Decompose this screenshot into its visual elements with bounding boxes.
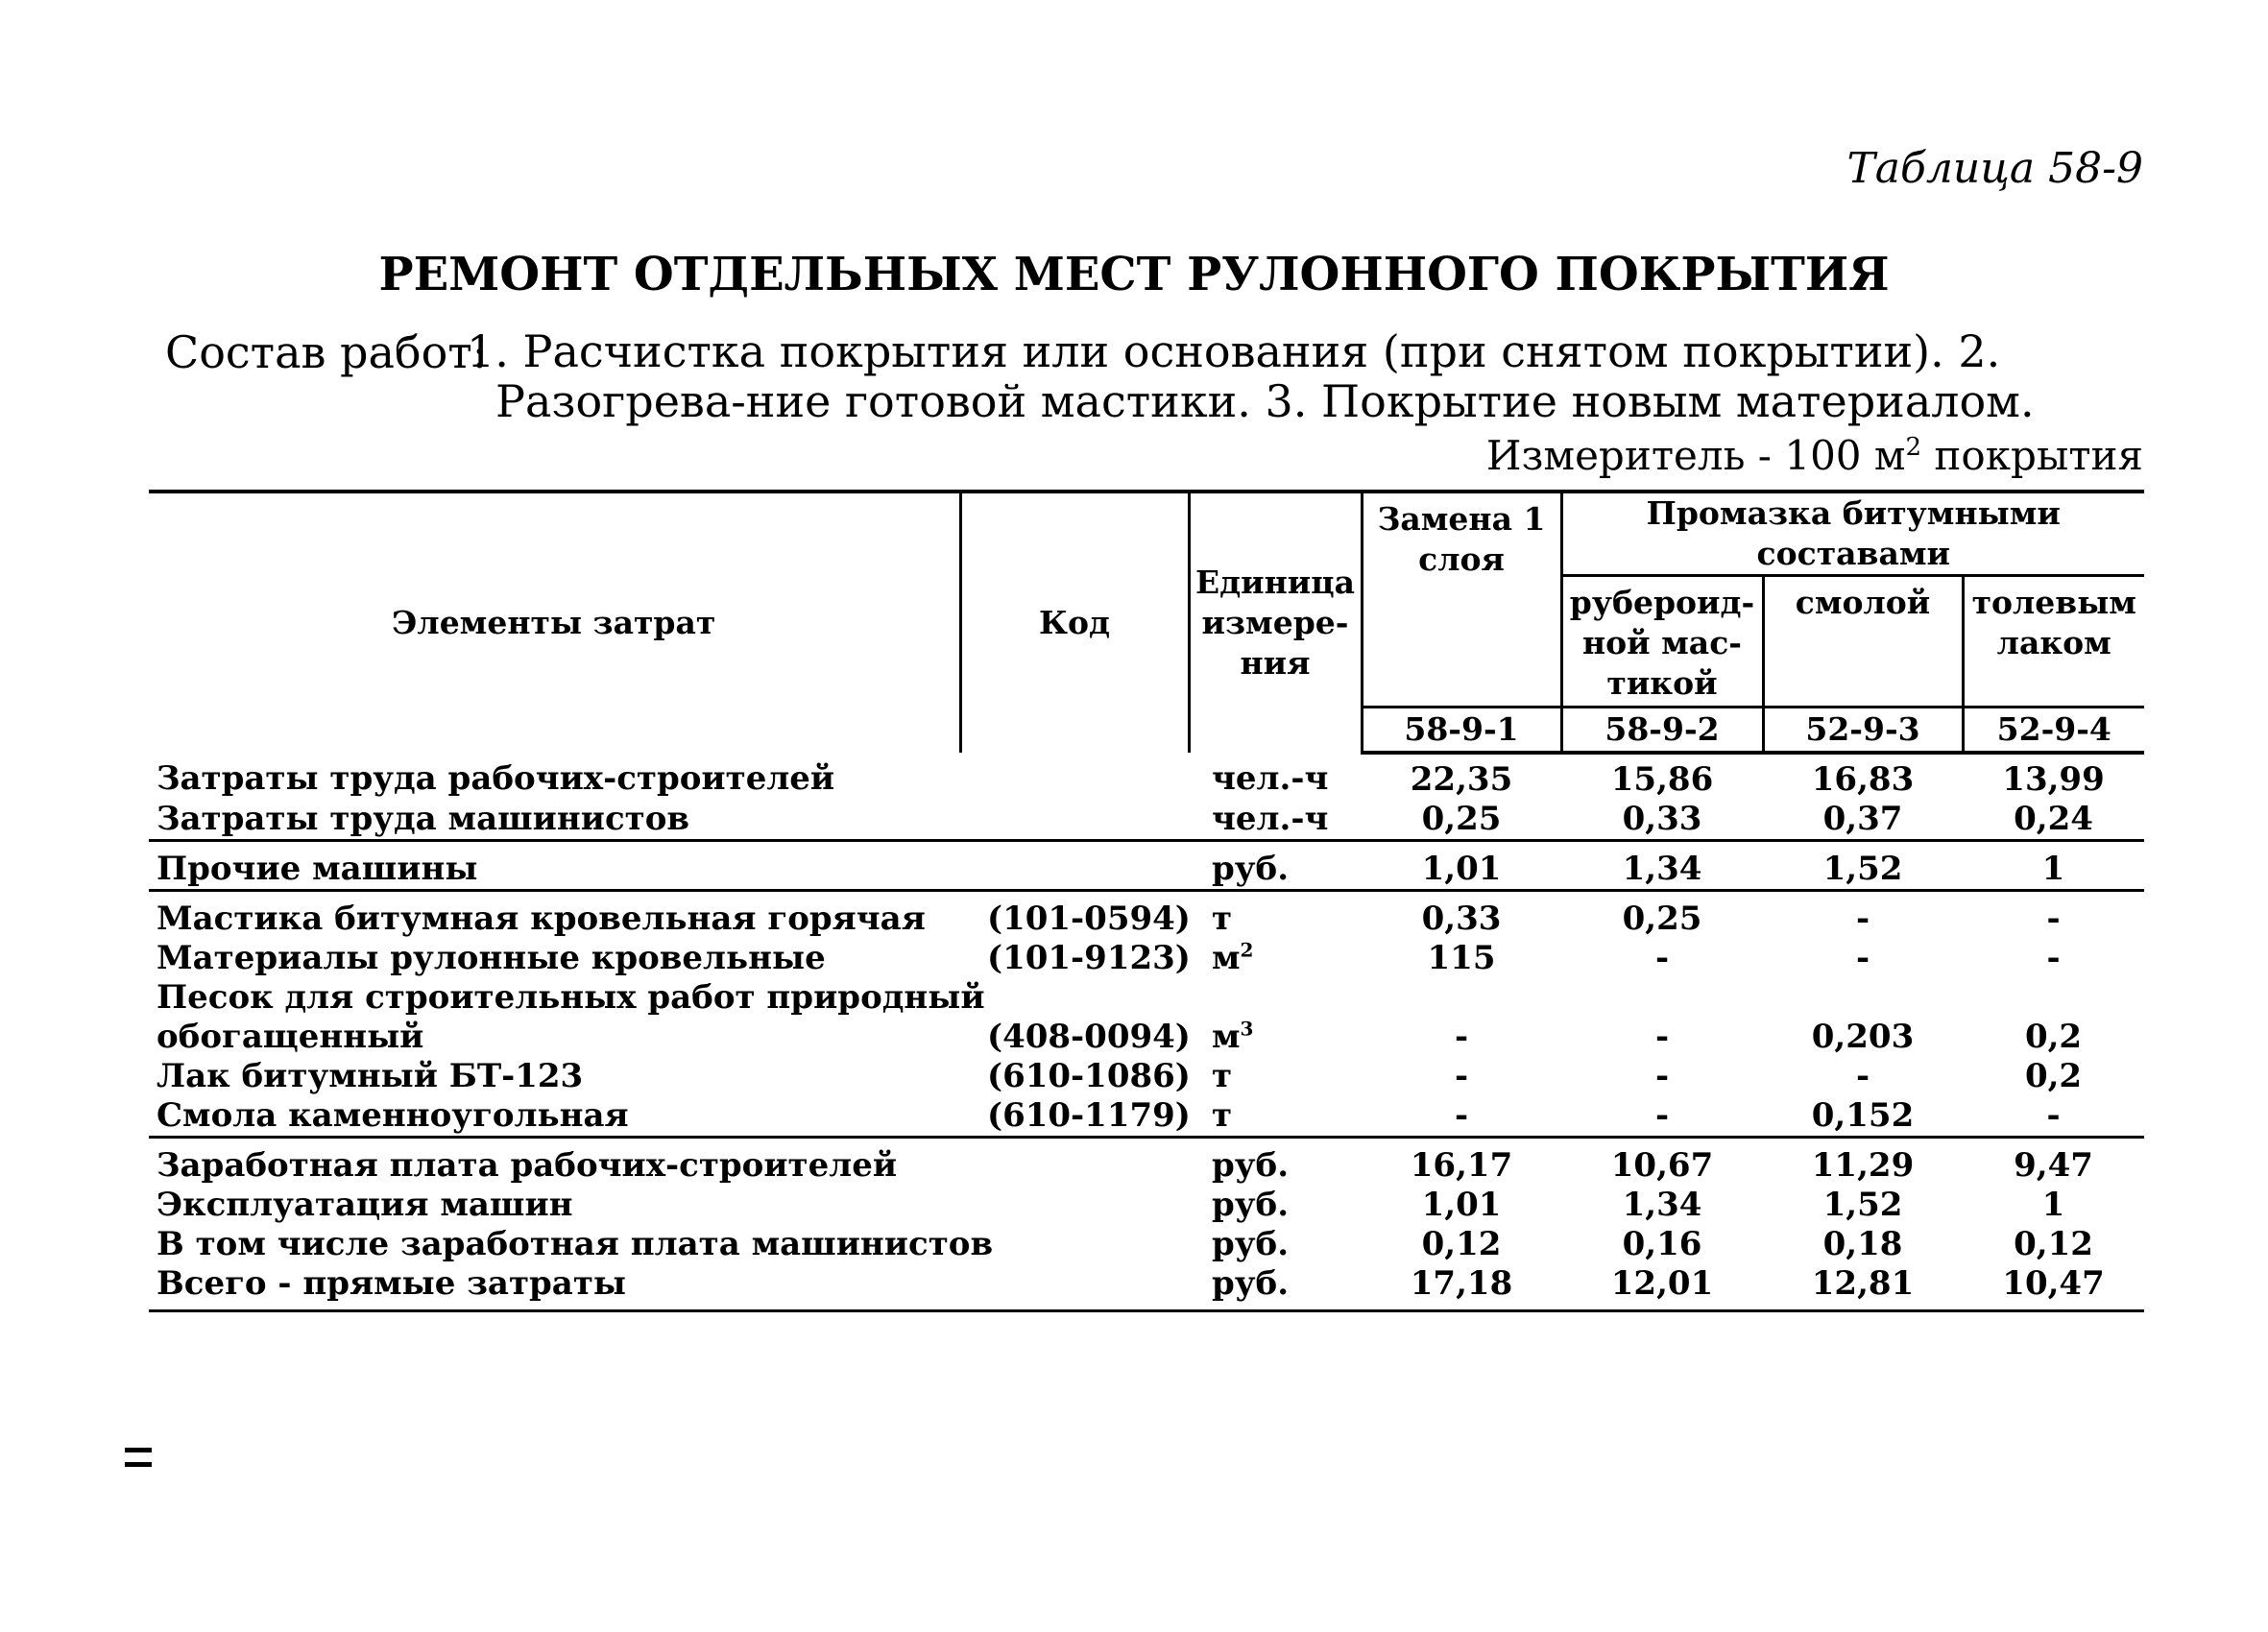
row-name: Мастика битумная кровельная горячая <box>149 891 960 940</box>
row-name: Материалы рулонные кровельные <box>157 939 826 977</box>
row-value: 1,34 <box>1622 1186 1702 1224</box>
row-unit: чел.-ч <box>1212 800 1329 838</box>
row-value: 0,2 <box>2024 1018 2083 1056</box>
row-name: Смола каменноугольная <box>157 1096 629 1135</box>
row-unit: руб. <box>1189 1264 1362 1311</box>
row-value: - <box>1654 939 1670 977</box>
table-row <box>149 1096 2144 1138</box>
table-row <box>149 1186 2144 1225</box>
row-unit: руб. <box>1212 1186 1290 1224</box>
row-code: (610-1179) <box>987 1096 1191 1135</box>
table-row <box>149 800 2144 841</box>
measure-prefix: Измеритель - 100 м <box>1485 432 1906 479</box>
row-name: Затраты труда машинистов <box>157 800 690 838</box>
table-row <box>149 1264 2144 1311</box>
row-name: Затраты труда рабочих-строителей <box>157 759 835 798</box>
row-code <box>960 1186 1189 1225</box>
row-value: 10,67 <box>1561 1138 1763 1187</box>
row-value: 9,47 <box>1963 1138 2144 1187</box>
row-value: - <box>1454 1057 1469 1095</box>
row-unit: т <box>1212 1057 1233 1095</box>
row-value: 15,86 <box>1610 760 1714 799</box>
row-code <box>960 753 1189 800</box>
row-value: 1,01 <box>1362 841 1561 891</box>
row-value: 0,203 <box>1811 1018 1915 1056</box>
row-value: 0,2 <box>2024 1057 2083 1095</box>
work-composition-text: 1. Расчистка покрытия или основания (при снятом покрытии). 2. Разогрева-ние готовой мастики. 3. Покрытие новым материалом. <box>467 325 2035 427</box>
row-value: - <box>1654 1057 1670 1095</box>
table-row <box>149 891 2144 940</box>
row-code: (408-0094) <box>987 1018 1191 1056</box>
unit-base: м <box>1212 939 1241 977</box>
col-code: Код <box>960 492 1189 753</box>
row-value: - <box>1855 1057 1870 1095</box>
row-unit: руб. <box>1189 1138 1362 1187</box>
row-name: Заработная плата рабочих-строителей <box>149 1138 960 1187</box>
unit-sup: 2 <box>1240 938 1254 962</box>
row-value: 0,12 <box>1421 1225 1502 1263</box>
table-row <box>149 753 2144 800</box>
row-value: - <box>1454 1096 1469 1135</box>
row-code <box>960 841 1189 891</box>
unit-sup: 3 <box>1240 1017 1254 1041</box>
row-code <box>960 1264 1189 1311</box>
row-unit: руб. <box>1189 841 1362 891</box>
norm-code: 58-9-1 <box>1362 708 1561 754</box>
row-value: - <box>2046 939 2061 977</box>
row-value: - <box>1963 891 2144 940</box>
row-code <box>960 1138 1189 1187</box>
table-row <box>149 1057 2144 1096</box>
col-varnish: толевым лаком <box>1963 576 2144 708</box>
row-value: - <box>1855 939 1870 977</box>
row-unit: чел.-ч <box>1212 759 1329 798</box>
table-number: Таблица 58-9 <box>1846 144 2143 193</box>
row-value: 0,16 <box>1622 1225 1702 1263</box>
col-bitumen-group: Промазка битумными составами <box>1561 492 2144 576</box>
row-value: 22,35 <box>1410 760 1513 799</box>
row-name: Эксплуатация машин <box>157 1186 573 1224</box>
row-code: (610-1086) <box>987 1057 1191 1095</box>
row-name: Лак битумный БТ-123 <box>157 1057 584 1095</box>
row-name: Всего - прямые затраты <box>149 1264 960 1311</box>
row-value: 12,81 <box>1763 1264 1963 1311</box>
row-value: 1,01 <box>1421 1186 1502 1224</box>
col-resin: смолой <box>1763 576 1963 708</box>
col-ruberoid: рубероид-ной мас-тикой <box>1561 576 1763 708</box>
row-value: 0,18 <box>1822 1225 1903 1263</box>
row-value: 1 <box>2041 1186 2065 1224</box>
row-value: 0,37 <box>1822 800 1903 838</box>
table-row <box>149 939 2144 978</box>
measure-sup: 2 <box>1905 433 1922 462</box>
row-value: 0,24 <box>2014 800 2093 838</box>
measure-suffix: покрытия <box>1921 432 2143 479</box>
row-value: 16,17 <box>1362 1138 1561 1187</box>
table-row <box>149 1138 2144 1187</box>
row-value: 0,152 <box>1811 1096 1915 1135</box>
row-value: 1,52 <box>1763 841 1963 891</box>
row-unit: руб. <box>1212 1225 1290 1263</box>
norm-code: 52-9-3 <box>1763 708 1963 754</box>
row-name: Песок для строительных работ природный <box>157 978 985 1017</box>
row-name: В том числе заработная плата машинистов <box>157 1225 994 1263</box>
row-value: - <box>1763 891 1963 940</box>
row-value: - <box>1654 1018 1670 1056</box>
table-row <box>149 1225 2144 1264</box>
margin-mark <box>125 1448 152 1476</box>
row-unit: т <box>1212 1096 1233 1135</box>
row-unit <box>1189 939 1362 978</box>
row-code <box>960 1225 1189 1264</box>
row-value: 1 <box>1963 841 2144 891</box>
row-value: 11,29 <box>1763 1138 1963 1187</box>
table-row <box>149 841 2144 891</box>
col-replace: Замена 1 слоя <box>1362 492 1561 708</box>
row-value: 13,99 <box>2002 760 2105 799</box>
norm-code: 52-9-4 <box>1963 708 2144 754</box>
measure-unit <box>1486 432 2143 479</box>
norm-code: 58-9-2 <box>1561 708 1763 754</box>
row-unit <box>1189 1018 1362 1057</box>
row-code <box>960 800 1189 841</box>
cost-table <box>149 490 2144 1312</box>
row-value: 16,83 <box>1811 760 1915 799</box>
table-row <box>149 978 2144 1018</box>
row-value: 0,12 <box>2014 1225 2093 1263</box>
row-code: (101-9123) <box>987 939 1191 977</box>
unit-base: м <box>1212 1018 1241 1056</box>
col-unit: Единица измере-ния <box>1189 492 1362 753</box>
work-composition-label: Состав работ: <box>165 326 488 378</box>
row-name: обогащенный <box>157 1018 424 1056</box>
row-value: 0,25 <box>1561 891 1763 940</box>
row-value: - <box>1454 1018 1469 1056</box>
row-code: (101-0594) <box>960 891 1189 940</box>
row-value: - <box>1654 1096 1670 1135</box>
page-title: РЕМОНТ ОТДЕЛЬНЫХ МЕСТ РУЛОННОГО ПОКРЫТИЯ <box>378 248 1890 301</box>
row-value: 0,33 <box>1622 800 1702 838</box>
row-value: 1,34 <box>1561 841 1763 891</box>
row-value: 115 <box>1427 939 1496 977</box>
row-unit: т <box>1189 891 1362 940</box>
col-elements: Элементы затрат <box>149 492 960 753</box>
row-value: 0,33 <box>1362 891 1561 940</box>
row-value: 1,52 <box>1822 1186 1903 1224</box>
row-value: - <box>2046 1096 2061 1135</box>
row-value: 0,25 <box>1421 800 1502 838</box>
row-value: 12,01 <box>1561 1264 1763 1311</box>
row-value: 10,47 <box>1963 1264 2144 1311</box>
row-value: 17,18 <box>1362 1264 1561 1311</box>
row-name: Прочие машины <box>149 841 960 891</box>
table-row <box>149 1018 2144 1057</box>
